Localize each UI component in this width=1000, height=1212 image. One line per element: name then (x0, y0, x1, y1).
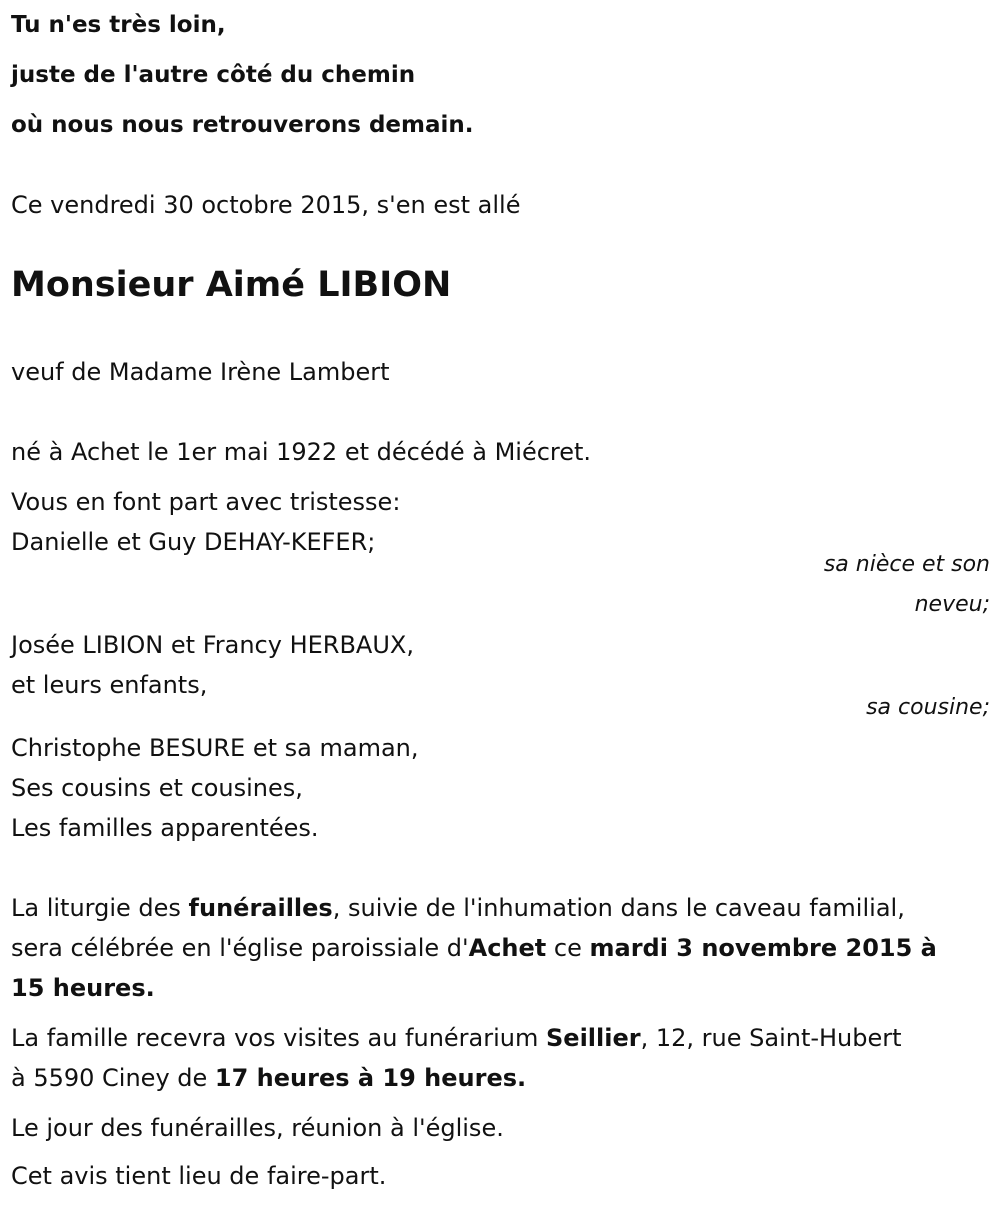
deceased-name: Monsieur Aimé LIBION (11, 265, 452, 305)
funeral-bold: funérailles (188, 894, 333, 922)
poem-line-2: juste de l'autre côté du chemin (11, 62, 416, 88)
time-bold: 15 heures. (11, 974, 155, 1002)
family-relation-2: sa cousine; (866, 695, 990, 720)
widow-of-text: veuf de Madame Irène Lambert (11, 358, 390, 386)
date-bold: mardi 3 novembre 2015 à (589, 934, 937, 962)
village-bold: Achet (468, 934, 547, 962)
visit-hours-bold: 17 heures à 19 heures. (214, 1064, 527, 1092)
family-relation-1b: neveu; (914, 592, 990, 617)
funeral-line-1: La liturgie des funérailles, suivie de l'inhumation dans le caveau familial, (11, 894, 905, 922)
poem-line-1: Tu n'es très loin, (11, 12, 226, 38)
birth-death-text: né à Achet le 1er mai 1922 et décédé à Miécret. (11, 438, 592, 466)
family-member-3: Christophe BESURE et sa maman, (11, 734, 419, 762)
meeting-text: Le jour des funérailles, réunion à l'église. (11, 1114, 504, 1142)
visits-line-1: La famille recevra vos visites au funérarium Seillier, 12, rue Saint-Hubert (11, 1024, 902, 1052)
funerarium-bold: Seillier (546, 1024, 641, 1052)
closing-text: Cet avis tient lieu de faire-part. (11, 1162, 387, 1190)
announce-text: Vous en font part avec tristesse: (11, 488, 401, 516)
funeral-line-2: sera célébrée en l'église paroissiale d'Achet ce mardi 3 novembre 2015 à (11, 934, 937, 962)
intro-text: Ce vendredi 30 octobre 2015, s'en est allé (11, 191, 521, 219)
poem-line-3: où nous nous retrouverons demain. (11, 112, 474, 138)
family-member-1: Danielle et Guy DEHAY-KEFER; (11, 528, 376, 556)
family-member-2a: Josée LIBION et Francy HERBAUX, (11, 631, 414, 659)
visits-line-2: à 5590 Ciney de 17 heures à 19 heures. (11, 1064, 527, 1092)
family-member-4: Ses cousins et cousines, (11, 774, 303, 802)
family-member-5: Les familles apparentées. (11, 814, 319, 842)
funeral-line-3 (11, 973, 155, 1003)
family-member-2b: et leurs enfants, (11, 671, 208, 699)
family-relation-1a: sa nièce et son (823, 552, 990, 577)
